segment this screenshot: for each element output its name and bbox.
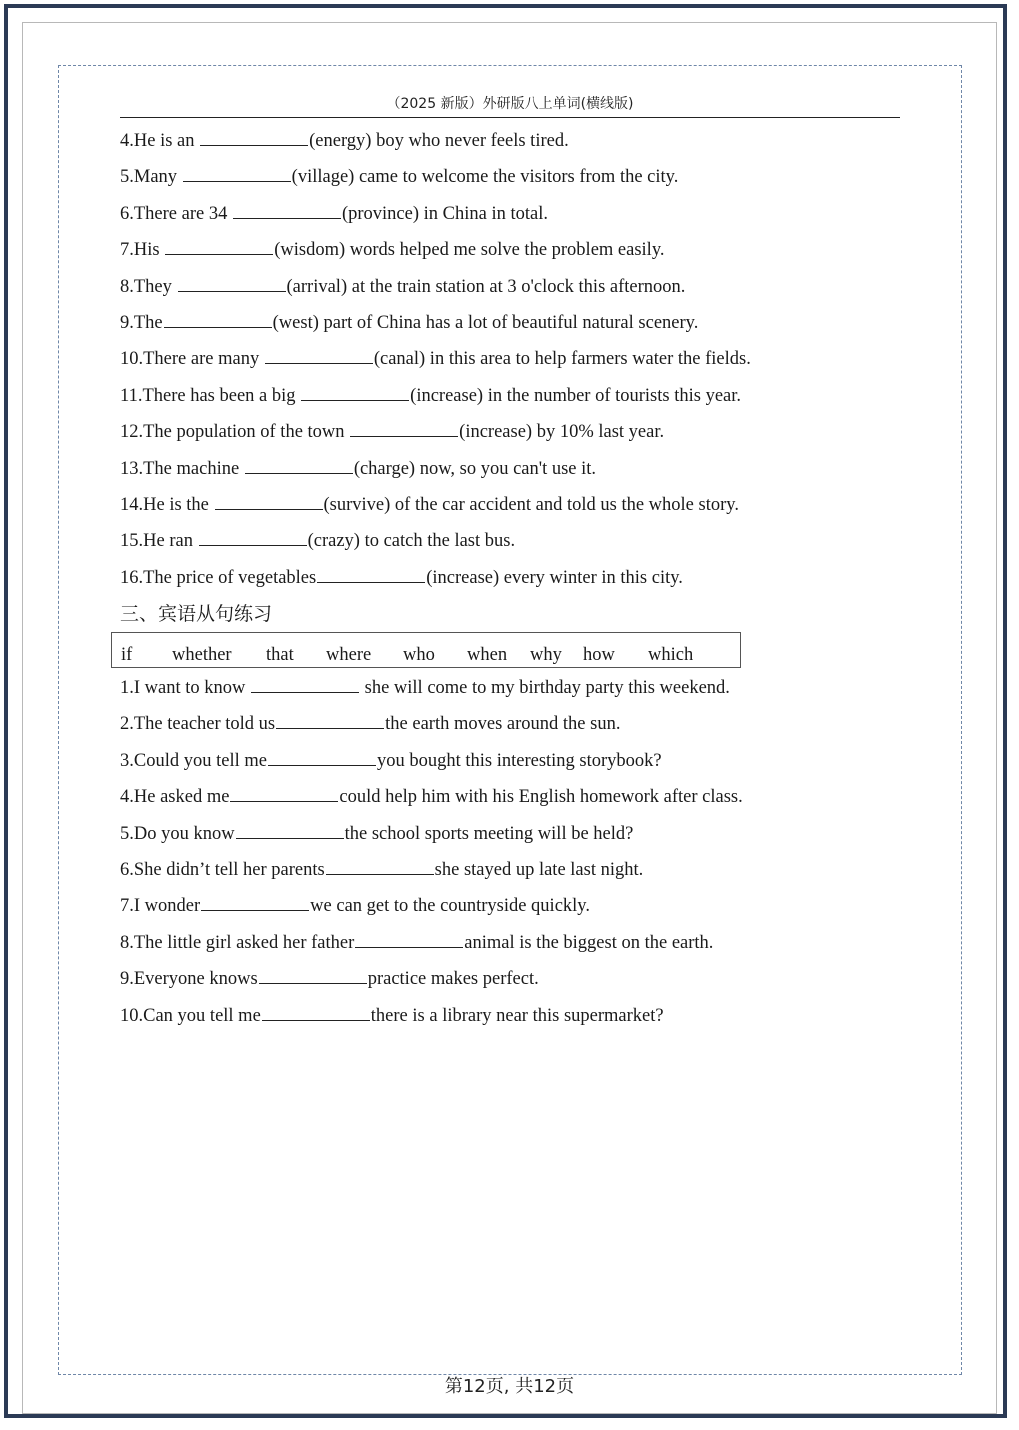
exercise-text-before: Everyone knows: [133, 969, 258, 990]
exercise-text-before: She didn’t tell her parents: [133, 860, 325, 881]
section-title: 三、宾语从句练习: [120, 603, 273, 626]
exercise-text-before: There are many: [143, 349, 264, 370]
answer-blank[interactable]: [262, 1000, 370, 1021]
exercise-text-before: I wonder: [133, 896, 201, 917]
answer-blank[interactable]: [230, 781, 338, 802]
exercise-text-after: she stayed up late last night.: [434, 860, 644, 881]
exercise-text-after: (canal) in this area to help farmers water the fields.: [373, 349, 751, 370]
exercise-item: [120, 816, 920, 852]
answer-blank[interactable]: [301, 380, 409, 401]
answer-blank[interactable]: [236, 818, 344, 839]
word-bank-word: if: [121, 645, 133, 666]
exercise-text-before: Could you tell me: [133, 750, 267, 771]
exercise-number: 5.: [120, 167, 134, 188]
word-bank-word: why: [530, 645, 562, 666]
exercise-item: [120, 925, 920, 961]
exercise-number: 9.: [120, 969, 134, 990]
exercise-item: [120, 341, 920, 377]
exercise-item: [120, 523, 920, 559]
answer-blank[interactable]: [201, 890, 309, 911]
object-clause-exercises: [120, 670, 920, 1034]
exercise-text-after: (crazy) to catch the last bus.: [307, 531, 516, 552]
exercise-number: 1.: [120, 678, 134, 699]
answer-blank[interactable]: [164, 307, 272, 328]
exercise-number: 7.: [120, 240, 134, 261]
exercise-text-before: I want to know: [133, 678, 250, 699]
exercise-item: [120, 196, 920, 232]
page-number: 第12页, 共12页: [444, 1376, 575, 1397]
exercise-number: 8.: [120, 276, 134, 297]
answer-blank[interactable]: [276, 708, 384, 729]
answer-blank[interactable]: [233, 198, 341, 219]
answer-blank[interactable]: [268, 745, 376, 766]
exercise-text-after: you bought this interesting storybook?: [376, 750, 662, 771]
exercise-text-after: the earth moves around the sun.: [385, 714, 621, 735]
answer-blank[interactable]: [215, 489, 323, 510]
exercise-number: 7.: [120, 896, 134, 917]
answer-blank[interactable]: [326, 854, 434, 875]
exercise-text-before: There has been a big: [142, 385, 301, 406]
exercise-text-after: she will come to my birthday party this weekend.: [360, 678, 730, 699]
exercise-number: 3.: [120, 750, 134, 771]
exercise-number: 10.: [120, 349, 144, 370]
exercise-text-after: (charge) now, so you can't use it.: [353, 458, 597, 479]
exercise-item: [120, 451, 920, 487]
exercise-item: [120, 852, 920, 888]
exercise-text-after: (energy) boy who never feels tired.: [309, 131, 569, 151]
word-bank-word: where: [326, 645, 372, 666]
exercise-number: 12.: [120, 422, 144, 443]
word-bank-word: whether: [172, 645, 232, 666]
word-bank-word: when: [467, 645, 508, 666]
word-bank-word: who: [403, 645, 435, 666]
exercise-number: 11.: [120, 385, 143, 406]
exercise-item: [120, 888, 920, 924]
exercise-text-after: there is a library near this supermarket?: [370, 1005, 664, 1026]
exercise-text-after: (wisdom) words helped me solve the problem easily.: [274, 240, 665, 261]
exercise-number: 8.: [120, 932, 134, 953]
exercise-item: [120, 998, 920, 1034]
exercise-item: [120, 560, 920, 596]
exercise-text-after: (arrival) at the train station at 3 o'clock this afternoon.: [286, 276, 686, 297]
worksheet-content: [120, 123, 920, 1034]
exercise-number: 4.: [120, 131, 134, 151]
exercise-number: 6.: [120, 203, 134, 224]
exercise-text-before: He ran: [143, 531, 198, 552]
exercise-item: [120, 670, 920, 706]
exercise-number: 5.: [120, 823, 134, 844]
exercise-text-before: He is an: [133, 131, 200, 151]
exercise-item: [120, 743, 920, 779]
answer-blank[interactable]: [265, 343, 373, 364]
exercise-text-after: (increase) by 10% last year.: [459, 422, 665, 443]
page-header: （2025 新版）外研版八上单词(横线版): [120, 93, 900, 118]
exercise-item: [120, 159, 920, 195]
answer-blank[interactable]: [165, 234, 273, 255]
exercise-text-after: we can get to the countryside quickly.: [310, 896, 590, 917]
answer-blank[interactable]: [259, 963, 367, 984]
answer-blank[interactable]: [178, 271, 286, 292]
exercise-item: [120, 487, 920, 523]
exercise-text-after: (village) came to welcome the visitors from the city.: [291, 167, 679, 188]
exercise-number: 2.: [120, 714, 134, 735]
word-bank-word: which: [648, 645, 694, 666]
exercise-text-before: The: [133, 312, 163, 333]
exercise-number: 16.: [120, 567, 144, 588]
exercise-text-after: animal is the biggest on the earth.: [464, 932, 714, 953]
exercise-number: 9.: [120, 312, 134, 333]
exercise-item: [120, 305, 920, 341]
answer-blank[interactable]: [199, 525, 307, 546]
exercise-item: [120, 232, 920, 268]
word-form-exercises: [120, 123, 920, 596]
answer-blank[interactable]: [350, 416, 458, 437]
word-bank-word: that: [266, 645, 294, 666]
exercise-number: 15.: [120, 531, 144, 552]
exercise-item: [120, 706, 920, 742]
exercise-text-before: Many: [133, 167, 182, 188]
exercise-text-before: He asked me: [133, 787, 230, 808]
exercise-text-before: There are 34: [133, 203, 232, 224]
exercise-text-before: The population of the town: [143, 422, 350, 443]
exercise-text-after: (west) part of China has a lot of beautiful natural scenery.: [272, 312, 699, 333]
answer-blank[interactable]: [245, 453, 353, 474]
exercise-text-before: The machine: [143, 458, 244, 479]
exercise-item: [120, 269, 920, 305]
word-bank-box: [111, 632, 741, 668]
exercise-item: [120, 779, 920, 815]
exercise-text-before: He is the: [143, 494, 214, 515]
exercise-item: [120, 378, 920, 414]
word-bank-word: how: [583, 645, 615, 666]
exercise-item: [120, 961, 920, 997]
exercise-text-before: The little girl asked her father: [133, 932, 355, 953]
answer-blank[interactable]: [317, 562, 425, 583]
exercise-item: [120, 414, 920, 450]
exercise-text-before: His: [133, 240, 165, 261]
exercise-item: [120, 123, 920, 159]
answer-blank[interactable]: [200, 125, 308, 146]
exercise-text-after: practice makes perfect.: [367, 969, 539, 990]
exercise-text-after: (increase) in the number of tourists this year.: [410, 385, 742, 406]
exercise-text-before: They: [133, 276, 177, 297]
answer-blank[interactable]: [183, 161, 291, 182]
exercise-text-before: Do you know: [133, 823, 235, 844]
exercise-number: 6.: [120, 860, 134, 881]
exercise-number: 10.: [120, 1005, 144, 1026]
exercise-text-after: could help him with his English homework after class.: [339, 787, 743, 808]
exercise-number: 13.: [120, 458, 144, 479]
exercise-number: 14.: [120, 494, 144, 515]
exercise-text-after: (province) in China in total.: [341, 203, 548, 224]
answer-blank[interactable]: [355, 927, 463, 948]
exercise-text-after: (survive) of the car accident and told us the whole story.: [323, 494, 739, 515]
exercise-text-before: Can you tell me: [143, 1005, 261, 1026]
exercise-text-after: (increase) every winter in this city.: [426, 567, 683, 588]
exercise-number: 4.: [120, 787, 134, 808]
exercise-text-after: the school sports meeting will be held?: [344, 823, 634, 844]
exercise-text-before: The teacher told us: [133, 714, 276, 735]
exercise-text-before: The price of vegetables: [143, 567, 317, 588]
